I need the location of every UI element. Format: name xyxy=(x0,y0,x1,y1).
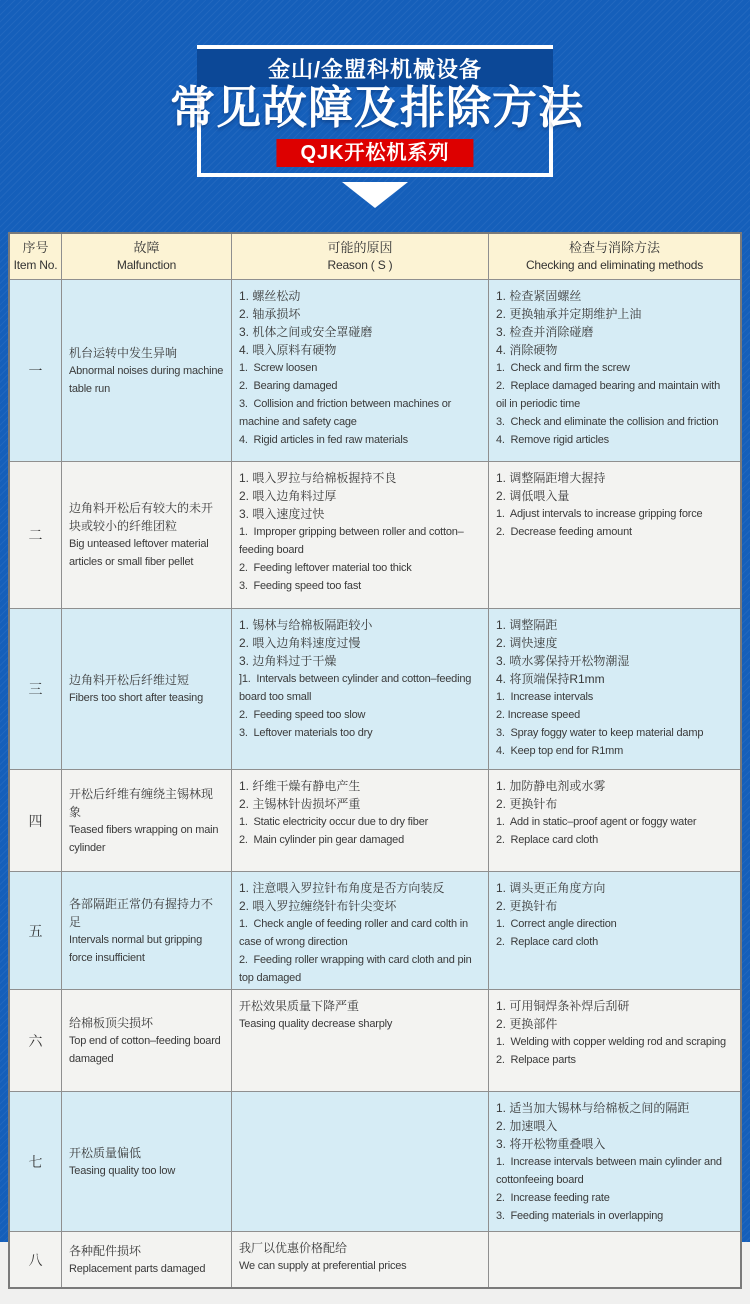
cell-reason-line: 2. Bearing damaged xyxy=(239,380,338,392)
cell-reason-line: 3. Feeding speed too fast xyxy=(239,580,361,592)
cell-checking-line: 2. Increase speed xyxy=(496,709,581,721)
cell-checking xyxy=(489,462,740,608)
cell-checking-line: 2. Replace card cloth xyxy=(496,936,598,948)
cell-reason-line: 1. Screw loosen xyxy=(239,362,318,374)
cell-reason xyxy=(232,1092,489,1231)
cell-item-no xyxy=(10,462,62,608)
cell-malfunction xyxy=(62,990,232,1091)
cell-checking-line: 1. 检查紧固螺丝 xyxy=(496,289,582,303)
malfunction-en: Teased fibers wrapping on main cylinder xyxy=(69,823,222,854)
cell-checking-line: 2. 调低喂入量 xyxy=(496,489,570,503)
malfunction-zh: 边角料开松后纤维过短 xyxy=(69,673,190,687)
cell-reason xyxy=(232,872,489,989)
cell-item-no xyxy=(10,1092,62,1231)
malfunction-en: Intervals normal but gripping force insufficient xyxy=(69,933,205,964)
cell-checking-line: 2. Replace card cloth xyxy=(496,834,598,846)
column-header-en: Checking and eliminating methods xyxy=(525,258,704,272)
cell-reason-line: 3. Leftover materials too dry xyxy=(239,727,373,739)
cell-checking-line: 1. 调头更正角度方向 xyxy=(496,881,606,895)
cell-reason xyxy=(232,609,489,769)
item-number: 七 xyxy=(28,1153,43,1170)
column-header-en: Item No. xyxy=(13,258,58,272)
malfunction-zh: 机台运转中发生异响 xyxy=(69,345,178,360)
cell-item-no xyxy=(10,872,62,989)
cell-checking-line: 2. Replace damaged bearing and maintain with oil in periodic time xyxy=(496,380,723,410)
malfunction-en: Abnormal noises during machine table run xyxy=(69,364,227,395)
cell-checking-line: 2. 加速喂入 xyxy=(496,1119,558,1133)
cell-reason-line: 2. 轴承损坏 xyxy=(239,307,301,321)
cell-malfunction xyxy=(62,1092,232,1231)
cell-reason-line: Teasing quality decrease sharply xyxy=(239,1018,393,1030)
page-title: 常见故障及排除方法 xyxy=(170,82,585,133)
malfunction-zh: 各部隔距正常仍有握持力不足 xyxy=(69,896,214,929)
table-row xyxy=(10,1232,740,1287)
cell-checking xyxy=(489,280,740,461)
cell-checking-line: 1. Add in static–proof agent or foggy water xyxy=(496,816,697,828)
cell-reason-line: 1. 锡林与给棉板隔距较小 xyxy=(239,618,373,632)
cell-checking xyxy=(489,770,740,871)
item-number: 六 xyxy=(28,1032,43,1049)
column-header-reason xyxy=(232,234,489,279)
cell-reason-line: 1. 注意喂入罗拉针布角度是否方向装反 xyxy=(239,881,445,895)
cell-checking-line: 3. Feeding materials in overlapping xyxy=(496,1210,664,1222)
malfunction-zh: 开松后纤维有缠绕主锡林现象 xyxy=(69,786,214,819)
malfunction-en: Teasing quality too low xyxy=(69,1164,176,1177)
malfunction-zh: 开松质量偏低 xyxy=(69,1145,142,1160)
cell-checking-line: 3. 将开松物重叠喂入 xyxy=(496,1137,606,1151)
cell-checking-line: 4. 将顶端保持R1mm xyxy=(496,672,605,686)
item-number: 二 xyxy=(28,527,43,543)
column-header-malfunction xyxy=(62,234,232,279)
cell-checking-line: 2. Increase feeding rate xyxy=(496,1192,610,1204)
cell-reason-line: 1. Improper gripping between roller and cotton–feeding board xyxy=(239,526,464,556)
cell-reason-line: 2. 喂入边角料速度过慢 xyxy=(239,636,361,650)
item-number: 四 xyxy=(28,812,43,829)
malfunction-en: Big unteased leftover material articles or small fiber pellet xyxy=(69,538,212,568)
cell-checking-line: 3. Spray foggy water to keep material damp xyxy=(496,727,704,739)
cell-checking-line: 1. Increase intervals xyxy=(496,691,594,703)
malfunction-zh: 各种配件损坏 xyxy=(69,1243,142,1258)
cell-checking-line: 1. Increase intervals between main cylinder and cottonfeeing board xyxy=(496,1156,725,1186)
cell-checking xyxy=(489,609,740,769)
cell-checking-line: 1. 可用铜焊条补焊后刮研 xyxy=(496,999,630,1013)
cell-reason xyxy=(232,770,489,871)
cell-reason-line: 2. Main cylinder pin gear damaged xyxy=(239,834,405,846)
cell-item-no xyxy=(10,609,62,769)
table-row xyxy=(10,609,740,770)
column-header-checking xyxy=(489,234,740,279)
column-header-zh: 检查与消除方法 xyxy=(568,240,660,255)
cell-reason-line: 2. 喂入罗拉缠绕针布针尖变坏 xyxy=(239,899,397,913)
cell-item-no xyxy=(10,1232,62,1287)
column-header-en: Malfunction xyxy=(116,258,177,272)
cell-checking-line: 3. Check and eliminate the collision and friction xyxy=(496,416,719,428)
cell-malfunction xyxy=(62,872,232,989)
table-row xyxy=(10,872,740,990)
malfunction-zh: 边角料开松后有较大的未开块或较小的纤维团粒 xyxy=(69,501,214,533)
cell-checking xyxy=(489,990,740,1091)
cell-reason-line: 2. Feeding roller wrapping with card cloth and pin top damaged xyxy=(239,954,475,984)
cell-reason xyxy=(232,990,489,1091)
cell-checking-line: 1. Welding with copper welding rod and scraping xyxy=(496,1036,726,1048)
cell-reason xyxy=(232,1232,489,1287)
cell-item-no xyxy=(10,770,62,871)
cell-checking-line: 2. 更换部件 xyxy=(496,1017,558,1031)
item-number: 八 xyxy=(28,1251,43,1268)
cell-reason-line: 1. Static electricity occur due to dry fiber xyxy=(239,816,429,828)
cell-checking-line: 4. Keep top end for R1mm xyxy=(496,745,624,757)
malfunction-zh: 给棉板顶尖损坏 xyxy=(69,1015,154,1030)
cell-reason-line: 2. 主锡林针齿损坏严重 xyxy=(239,797,361,811)
cell-reason-line: 3. 喂入速度过快 xyxy=(239,507,325,521)
malfunction-en: Replacement parts damaged xyxy=(69,1262,206,1275)
cell-checking xyxy=(489,1232,740,1287)
fault-table xyxy=(8,232,742,1289)
cell-reason-line: 1. Check angle of feeding roller and card colth in case of wrong direction xyxy=(239,918,471,948)
table-body xyxy=(10,280,740,1287)
column-header-zh: 序号 xyxy=(22,240,49,255)
cell-reason-line: 3. 机体之间或安全罩碰磨 xyxy=(239,325,373,339)
cell-checking-line: 2. Relpace parts xyxy=(496,1054,576,1066)
cell-malfunction xyxy=(62,280,232,461)
cell-item-no xyxy=(10,280,62,461)
cell-reason-line: 2. 喂入边角料过厚 xyxy=(239,489,337,503)
cell-checking-line: 2. 更换针布 xyxy=(496,797,558,811)
cell-malfunction xyxy=(62,462,232,608)
cell-reason-line: 4. Rigid articles in fed raw materials xyxy=(239,434,408,446)
table-row xyxy=(10,280,740,462)
column-header-en: Reason ( S ) xyxy=(327,258,393,272)
cell-checking-line: 2. 调快速度 xyxy=(496,636,558,650)
malfunction-en: Fibers too short after teasing xyxy=(69,692,204,704)
item-number: 一 xyxy=(28,362,43,379)
cell-checking-line: 3. 喷水雾保持开松物潮湿 xyxy=(496,654,630,668)
cell-checking-line: 2. Decrease feeding amount xyxy=(496,526,632,538)
cell-reason-line: We can supply at preferential prices xyxy=(239,1260,407,1272)
cell-reason-line: 3. 边角料过于干燥 xyxy=(239,654,337,668)
table-header-row xyxy=(10,234,740,280)
cell-item-no xyxy=(10,990,62,1091)
column-header-zh: 故障 xyxy=(133,240,160,255)
cell-checking-line: 2. 更换轴承并定期维护上油 xyxy=(496,307,642,321)
cell-checking-line: 1. 调整隔距增大握持 xyxy=(496,471,606,485)
cell-reason-line: 我厂以优惠价格配给 xyxy=(239,1241,348,1255)
table-row xyxy=(10,1092,740,1232)
cell-reason-line: 2. Feeding speed too slow xyxy=(239,709,366,721)
cell-reason xyxy=(232,462,489,608)
brand-text: 金山/金盟科机械设备 xyxy=(267,56,483,82)
cell-checking-line: 1. 适当加大锡林与给棉板之间的隔距 xyxy=(496,1101,690,1115)
cell-checking-line: 2. 更换针布 xyxy=(496,899,558,913)
item-number: 五 xyxy=(28,922,43,939)
cell-reason xyxy=(232,280,489,461)
cell-checking-line: 1. 调整隔距 xyxy=(496,618,558,632)
down-arrow-icon xyxy=(342,182,408,208)
cell-checking xyxy=(489,872,740,989)
column-header-zh: 可能的原因 xyxy=(327,240,393,255)
cell-reason-line: 4. 喂入原料有硬物 xyxy=(239,343,337,357)
cell-malfunction xyxy=(62,609,232,769)
cell-reason-line: 2. Feeding leftover material too thick xyxy=(239,562,412,574)
cell-checking-line: 1. Adjust intervals to increase gripping force xyxy=(496,508,703,520)
cell-reason-line: 3. Collision and friction between machines or machine and safety cage xyxy=(239,398,454,428)
cell-checking-line: 4. 消除硬物 xyxy=(496,343,558,357)
cell-checking xyxy=(489,1092,740,1231)
malfunction-en: Top end of cotton–feeding board damaged xyxy=(69,1034,224,1065)
series-badge: QJK开松机系列 xyxy=(276,139,473,167)
item-number: 三 xyxy=(28,681,43,697)
table-row xyxy=(10,990,740,1092)
cell-reason-line: 1. 螺丝松动 xyxy=(239,289,301,303)
cell-reason-line: 1. 喂入罗拉与给棉板握持不良 xyxy=(239,471,397,485)
cell-reason-line: ]1. Intervals between cylinder and cotton–feeding board too small xyxy=(239,673,475,703)
cell-malfunction xyxy=(62,770,232,871)
cell-checking-line: 1. Correct angle direction xyxy=(496,918,617,930)
cell-reason-line: 开松效果质量下降严重 xyxy=(239,999,360,1013)
table-row xyxy=(10,770,740,872)
column-header-item-no xyxy=(10,234,62,279)
table-row xyxy=(10,462,740,609)
cell-checking-line: 1. 加防静电剂或水雾 xyxy=(496,779,606,793)
cell-malfunction xyxy=(62,1232,232,1287)
cell-checking-line: 4. Remove rigid articles xyxy=(496,434,609,446)
cell-checking-line: 3. 检查并消除碰磨 xyxy=(496,325,594,339)
cell-checking-line: 1. Check and firm the screw xyxy=(496,362,630,374)
cell-reason-line: 1. 纤维干燥有静电产生 xyxy=(239,779,361,793)
